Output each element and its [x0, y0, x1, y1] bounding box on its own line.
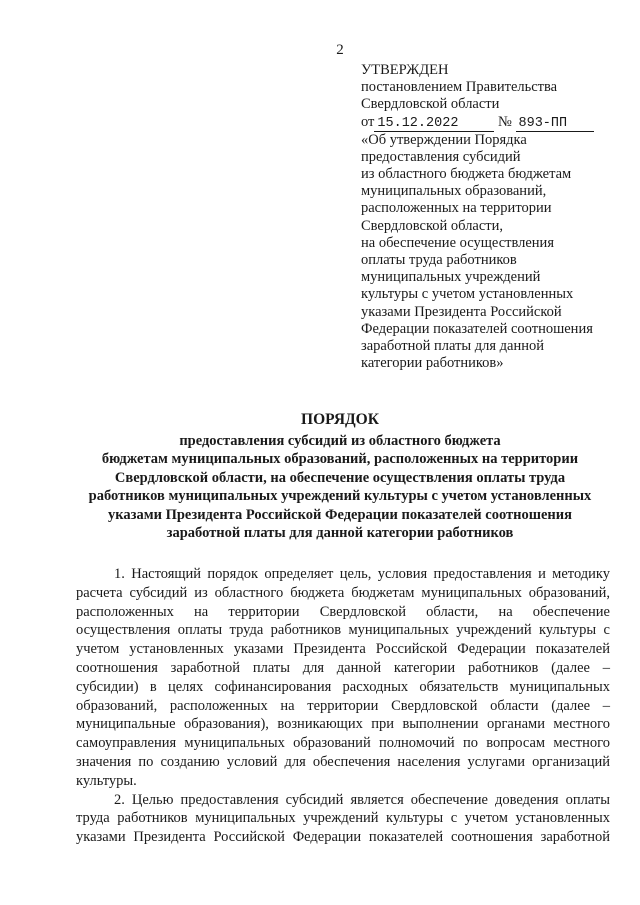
- approval-from-label: от: [361, 113, 375, 130]
- paragraph-line: соотношения заработной платы для данной категории работников (далее –: [76, 659, 610, 676]
- paragraph-2: [76, 791, 610, 847]
- title-line: заработной платы для данной категории работников: [166, 525, 514, 541]
- approval-title-line: культуры с учетом установленных: [361, 286, 574, 303]
- approval-title-line: муниципальных образований,: [361, 183, 547, 200]
- paragraph-line: учетом установленных указами Президента Российской Федерации показателей: [76, 641, 610, 658]
- approval-title-line: из областного бюджета бюджетам: [361, 166, 572, 183]
- paragraph-line: 1. Настоящий порядок определяет цель, условия предоставления и методику: [114, 566, 610, 582]
- approval-date-number-line: [361, 114, 631, 132]
- title-line: предоставления субсидий из областного бюджета: [179, 432, 501, 449]
- approval-number-label: №: [498, 113, 512, 130]
- paragraph-line: труда работников муниципальных учреждений культуры с учетом установленных: [76, 810, 610, 827]
- title-line: Свердловской области, на обеспечение осуществления оплаты труда: [114, 469, 566, 486]
- approval-title-line: предоставления субсидий: [361, 148, 521, 165]
- paragraph-line: субсидии) в целях софинансирования расходных обязательств муниципальных: [76, 678, 610, 695]
- approval-block: [361, 62, 631, 372]
- paragraph-line: значения по созданию условий для обеспечения населения услугами организаций: [76, 753, 610, 770]
- document-body: [76, 565, 610, 847]
- title-heading: ПОРЯДОК: [301, 411, 379, 428]
- title-line: указами Президента Российской Федерации показателей соотношения: [108, 506, 572, 523]
- paragraph-line: расчета субсидий из областного бюджета бюджетам муниципальных образований,: [76, 584, 610, 601]
- approval-title-line: указами Президента Российской: [361, 303, 562, 320]
- approval-title-line: Свердловской области,: [361, 217, 504, 234]
- paragraph-line: самоуправления муниципальных образований полномочий по вопросам местного: [76, 735, 610, 752]
- approval-title-line: Федерации показателей соотношения: [361, 320, 593, 337]
- approval-title-line: на обеспечение осуществления: [361, 234, 554, 251]
- paragraph-line: указами Президента Российской Федерации показателей соотношения заработной: [76, 829, 610, 846]
- paragraph-line: муниципальные образования), возникающих при выполнении органами местного: [76, 716, 610, 733]
- approval-title-line: оплаты труда работников: [361, 252, 517, 269]
- paragraph-line: осуществления оплаты труда работников муниципальных учреждений культуры с: [76, 622, 610, 639]
- title-line: работников муниципальных учреждений культуры с учетом установленных: [88, 488, 592, 504]
- approval-date: 15.12.2022: [374, 116, 494, 132]
- paragraph-line: образований, расположенных на территории Свердловской области (далее –: [76, 697, 610, 714]
- approval-number: 893-ПП: [516, 116, 594, 132]
- approval-region: Свердловской области: [361, 96, 500, 113]
- page-number: 2: [336, 42, 344, 58]
- approval-title-line: категории работников»: [361, 355, 504, 372]
- document-title: [70, 411, 610, 543]
- title-line: бюджетам муниципальных образований, расположенных на территории: [101, 451, 579, 467]
- title-subtitle: [70, 432, 610, 543]
- approval-title-line: расположенных на территории: [361, 200, 552, 217]
- approval-authority: постановлением Правительства: [361, 79, 558, 96]
- approval-title-line: заработной платы для данной: [361, 338, 545, 355]
- paragraph-1: [76, 565, 610, 791]
- approval-title-line: «Об утверждении Порядка: [361, 131, 527, 148]
- paragraph-line: культуры.: [76, 772, 137, 789]
- approval-title-line: муниципальных учреждений: [361, 269, 541, 286]
- approval-resolution-title: [361, 132, 631, 373]
- paragraph-line: расположенных на территории Свердловской области, на обеспечение: [76, 603, 610, 620]
- paragraph-line: 2. Целью предоставления субсидий является обеспечение доведения оплаты: [114, 791, 610, 808]
- approval-status: УТВЕРЖДЕН: [361, 62, 449, 78]
